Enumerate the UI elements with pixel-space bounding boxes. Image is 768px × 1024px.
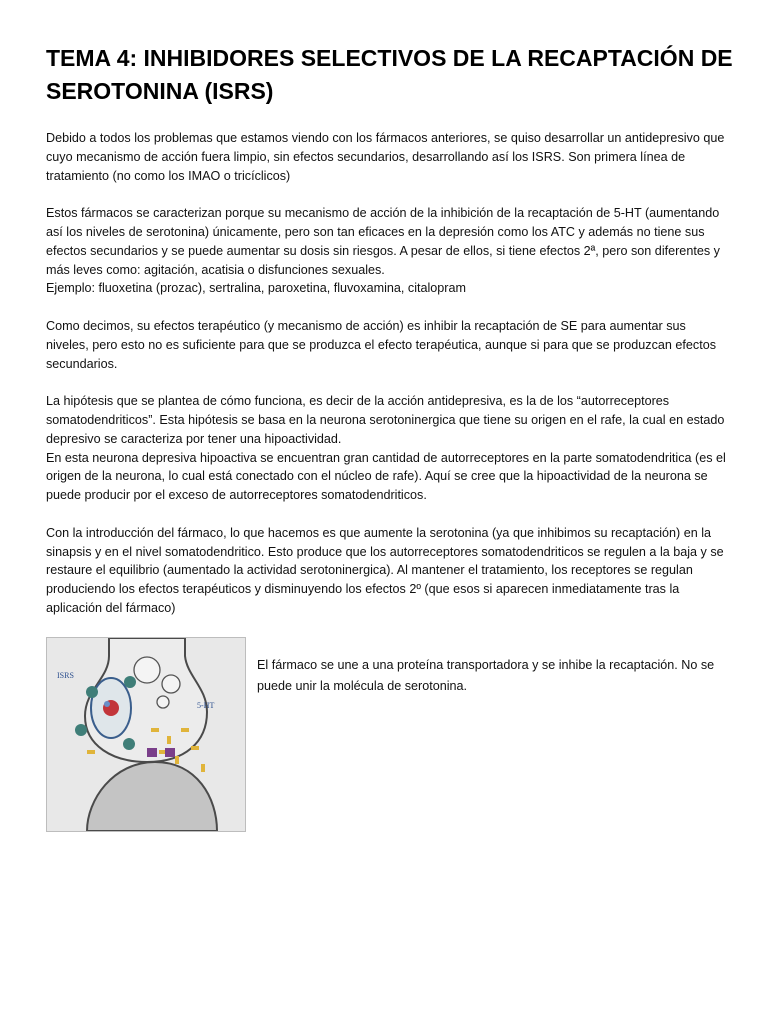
serotonin-molecule [87,750,95,754]
postsynaptic-receptor [165,748,175,757]
postsynaptic-receptor [147,748,157,757]
serotonin-molecule [191,746,199,750]
serotonin-molecule [175,756,179,764]
paragraph-hypothesis: La hipótesis que se plantea de cómo funciona, es decir de la acción antidepresiva, es la de los “autorreceptores somatodendriticos”. Esta hipótesis se basa en la neurona serotoninergica que tiene su origen en el rafe, la cual en estado depresivo se caracteriza por tener una hipoactividad. En esta neurona depresiva hipoactiva se encuentran gran cantidad de autorreceptores en la parte somatodendritica (es el origen de la neurona, lo cual está conectado con el núcleo de rafe). Aquí se cree que la hipoactividad de la neurona se puede producir por el exceso de autorreceptores somatodendriticos. [46,394,726,503]
serotonin-label: 5-HT [197,701,215,710]
paragraph-intro: Debido a todos los problemas que estamos viendo con los fármacos anteriores, se quiso desarrollar un antidepresivo que cuyo mecanismo de acción fuera limpio, sin efectos secundarios, desarrollando así los ISRS. Son primera línea de tratamiento (no como los IMAO o tricíclicos) [46,131,725,183]
drug-molecule [123,738,135,750]
serotonin-molecule [151,728,159,732]
drug-molecule [124,676,136,688]
serotonin-molecule [181,728,189,732]
paragraph-drug-introduction: Con la introducción del fármaco, lo que hacemos es que aumente la serotonina (ya que inhibimos su recaptación) en la sinapsis y en el nivel somatodendritico. Esto produce que los autorreceptores somatodendriticos se regulen a la baja y se restaure el equilibrio (aumentado la actividad serotoninergica). Al mantener el tratamiento, los receptores se regulan produciendo los efectos terapéuticos y disminuyendo los efectos 2º (que esos si aparecen inmediatamente tras la aplicación del fármaco) [46,525,724,615]
paragraph-therapeutic-effect: Como decimos, su efectos terapéutico (y mecanismo de acción) es inhibir la recaptación de SE para aumentar sus niveles, pero esto no es suficiente para que se produzca el efecto terapéutica, aunque si para que se produzcan efectos secundarios. [46,318,717,371]
drug-binding-site [104,701,110,707]
serotonin-molecule [201,764,205,772]
figure-caption: El fármaco se une a una proteína transportadora y se inhibe la recaptación. No se puede unir la molécula de serotonina. [257,658,715,693]
synapse-diagram [46,637,246,832]
vesicle [157,696,169,708]
vesicle [162,675,180,693]
vesicle [134,657,160,683]
drug-label: ISRS [57,671,74,680]
drug-molecule [86,686,98,698]
drug-molecule [75,724,87,736]
body-text [46,129,726,637]
serotonin-molecule [167,736,171,744]
paragraph-mechanism: Estos fármacos se caracterizan porque su mecanismo de acción de la inhibición de la recaptación de 5-HT (aumentando así los niveles de serotonina) únicamente, pero son tan eficaces en la depresión como los ATC y además no tiene sus efectos secundarios y se puede aumentar su dosis sin riesgos. A pesar de ellos, si tiene efectos 2ª, pero son diferentes y más leves como: agitación, acatisia o disfunciones sexuales. Ejemplo: fluoxetina (prozac), sertralina, paroxetina, fluvoxamina, citalopram [46,206,720,296]
page-title: TEMA 4: INHIBIDORES SELECTIVOS DE LA RECAPTACIÓN DE SEROTONINA (ISRS) [46,45,733,104]
synapse-illustration [47,638,245,831]
